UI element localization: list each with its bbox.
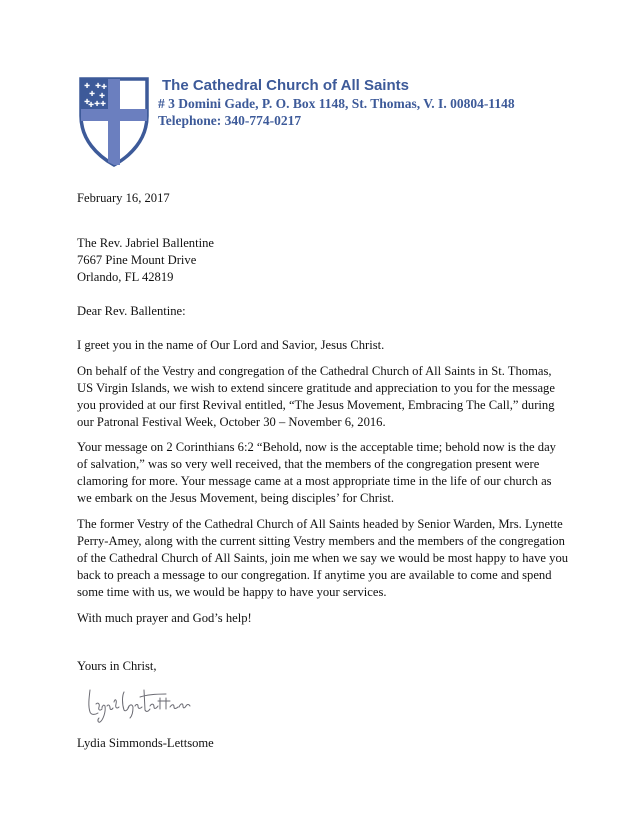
svg-text:✚: ✚ bbox=[100, 100, 106, 108]
svg-text:✚: ✚ bbox=[89, 90, 95, 98]
svg-text:✚: ✚ bbox=[84, 98, 90, 106]
handwritten-signature bbox=[80, 682, 200, 726]
church-telephone: Telephone: 340-774-0217 bbox=[158, 113, 302, 128]
paragraph-line: some time with us, we would be happy to have your services. bbox=[77, 585, 387, 599]
svg-text:✚: ✚ bbox=[95, 82, 101, 90]
svg-text:✚: ✚ bbox=[101, 83, 107, 91]
salutation: Dear Rev. Ballentine: bbox=[77, 304, 186, 318]
closing: Yours in Christ, bbox=[77, 659, 157, 673]
paragraph-line: back to preach a message to our congregation. If anytime you are available to come and spend bbox=[77, 568, 552, 582]
paragraph-line: Your message on 2 Corinthians 6:2 “Behold, now is the acceptable time; behold now is the day bbox=[77, 440, 556, 454]
episcopal-shield-icon bbox=[78, 76, 150, 168]
paragraph-line: clamoring for more. Your message came at a most appropriate time in the life of our church as bbox=[77, 474, 552, 488]
svg-text:✚: ✚ bbox=[88, 101, 94, 109]
recipient-name: The Rev. Jabriel Ballentine bbox=[77, 236, 214, 250]
letter-date: February 16, 2017 bbox=[77, 191, 170, 205]
paragraph-invitation bbox=[77, 516, 577, 601]
paragraph-message bbox=[77, 439, 577, 507]
paragraph-line: On behalf of the Vestry and congregation of the Cathedral Church of All Saints in St. Thomas, bbox=[77, 364, 552, 378]
signer-name: Lydia Simmonds-Lettsome bbox=[77, 736, 214, 750]
recipient-street: 7667 Pine Mount Drive bbox=[77, 253, 197, 267]
letterhead bbox=[158, 76, 618, 129]
paragraph-line: With much prayer and God’s help! bbox=[77, 611, 252, 625]
paragraph-prayer bbox=[77, 610, 577, 627]
paragraph-line: our Patronal Festival Week, October 30 – November 6, 2016. bbox=[77, 415, 386, 429]
svg-text:✚: ✚ bbox=[94, 100, 100, 108]
paragraph-line: of the Cathedral Church of All Saints, join me when we say we would be most happy to have you bbox=[77, 551, 569, 565]
paragraph-line: you provided at our first Revival entitled, “The Jesus Movement, Embracing The Call,” during bbox=[77, 398, 555, 412]
paragraph-line: US Virgin Islands, we wish to extend sincere gratitude and appreciation to you for the message bbox=[77, 381, 555, 395]
church-address: # 3 Domini Gade, P. O. Box 1148, St. Thomas, V. I. 00804-1148 bbox=[158, 96, 515, 111]
paragraph-greeting bbox=[77, 337, 577, 354]
paragraph-line: I greet you in the name of Our Lord and Savior, Jesus Christ. bbox=[77, 338, 385, 352]
paragraph-line: we embark on the Jesus Movement, being disciples’ for Christ. bbox=[77, 491, 394, 505]
church-name: The Cathedral Church of All Saints bbox=[162, 77, 409, 94]
recipient-city: Orlando, FL 42819 bbox=[77, 270, 174, 284]
recipient-address bbox=[77, 235, 577, 286]
paragraph-line: of salvation,” was so very well received, that the members of the congregation present were bbox=[77, 457, 540, 471]
paragraph-line: Perry-Amey, along with the current sitting Vestry members and the members of the congregation bbox=[77, 534, 565, 548]
svg-text:✚: ✚ bbox=[84, 82, 90, 90]
paragraph-gratitude bbox=[77, 363, 577, 431]
svg-text:✚: ✚ bbox=[99, 92, 105, 100]
paragraph-line: The former Vestry of the Cathedral Church of All Saints headed by Senior Warden, Mrs. Lynette bbox=[77, 517, 563, 531]
